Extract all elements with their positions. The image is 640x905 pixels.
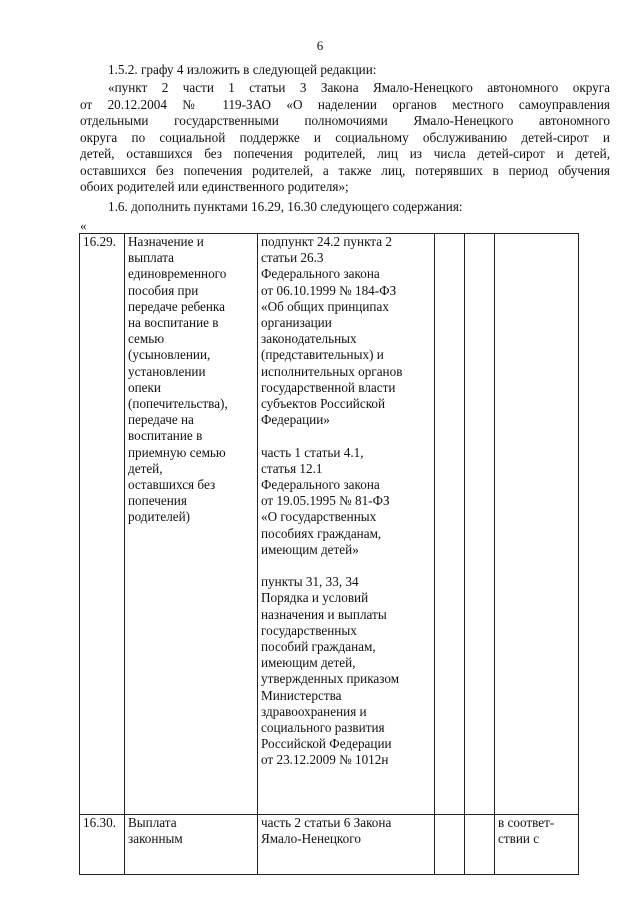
note-line: в соответ- [498,815,555,830]
block-gap [261,428,431,444]
row-number-cell [80,815,125,875]
legal-basis-line: государственной власти [261,379,396,395]
row-number-cell [80,234,125,815]
service-name-line: семью [128,331,165,347]
page-number: 6 [316,38,324,53]
legal-basis-line: от 23.12.2009 № 1012н [261,752,389,768]
service-name-line: (попечительства), [128,396,228,412]
legal-basis-line: организации [261,315,332,331]
legal-basis-line: социального развития [261,720,385,736]
service-name-line: передаче ребенка [128,298,225,314]
legal-basis-cell [258,234,435,815]
quoted-law-line: обоих родителей или единственного родителя»; [80,179,349,194]
service-name-line: приемную семью [128,444,226,460]
legal-basis-line: Порядка и условий [261,590,369,606]
quoted-law-line: отдельными государственными полномочиями Ямало-Ненецкого автономного [80,113,610,128]
empty-cell [465,815,495,875]
empty-cell [465,234,495,815]
legal-basis-line: «О государственных [261,509,377,525]
service-name-line: воспитание в [128,428,203,444]
legal-basis-line: «Об общих принципах [261,298,389,314]
paragraph-quoted-law [80,80,610,196]
legal-basis-line: от 06.10.1999 № 184-ФЗ [261,282,397,298]
document-table [79,233,579,875]
service-name-line: попечения [128,493,187,509]
quoted-law-line: детей, оставшихся без попечения родителей, лиц из числа детей-сирот и детей, [80,146,610,161]
legal-basis-line: пункты 31, 33, 34 [261,574,359,590]
service-name-line: установлении [128,363,206,379]
row-number: 16.29. [83,234,116,249]
service-name-line: родителей) [128,509,191,525]
legal-basis-line: государственных [261,622,357,638]
service-name-cell [125,234,258,815]
legal-basis-line: статья 12.1 [261,460,323,476]
service-name-line: опеки [128,379,161,395]
legal-basis-line: утвержденных приказом [261,671,400,687]
legal-basis-line: подпункт 24.2 пункта 2 [261,234,392,249]
block-gap [261,558,431,574]
legal-basis-line: (представительных) и [261,347,384,363]
legal-basis-line: назначения и выплаты [261,606,387,622]
quoted-law-line: «пункт 2 части 1 статьи 3 Закона Ямало-Ненецкого автономного округа [108,80,610,95]
service-name-line: Выплата [128,815,177,830]
service-name-line: Назначение и [128,234,204,249]
legal-basis-line: часть 2 статьи 6 Закона [261,815,392,830]
empty-cell [435,234,465,815]
legal-basis-line: Федерального закона [261,266,380,282]
legal-basis-line: пособиях гражданам, [261,525,382,541]
service-name-line: (усыновлении, [128,347,211,363]
legal-basis-line: исполнительных органов [261,363,403,379]
note-cell [495,815,579,875]
legal-basis-line: часть 1 статьи 4.1, [261,444,364,460]
legal-basis-cell [258,815,435,875]
legal-basis-line: Министерства [261,687,342,703]
service-name-line: передаче на [128,412,194,428]
table-row [80,234,579,815]
legal-basis-line: законодательных [261,331,357,347]
legal-basis-line: пособий гражданам, [261,639,376,655]
legal-basis-line: от 19.05.1995 № 81-ФЗ [261,493,390,509]
legal-basis-line: имеющим детей, [261,655,356,671]
service-name-line: на воспитание в [128,315,219,331]
opening-quote: « [80,218,87,233]
paragraph-1-6: 1.6. дополнить пунктами 16.29, 16.30 следующего содержания: [108,199,463,214]
quoted-law-line: оставшихся без попечения родителей, а также лиц, потерявших в период обучения [80,162,610,178]
table-row [80,815,579,875]
quoted-law-line: от 20.12.2004 № 119-ЗАО «О наделении органов местного самоуправления [80,96,610,112]
note-line: ствии с [498,831,540,847]
legal-basis-line: статьи 26.3 [261,250,324,266]
legal-basis-line: Ямало-Ненецкого [261,831,361,847]
legal-basis-line: Федерального закона [261,477,380,493]
empty-cell [435,815,465,875]
service-name-line: законным [128,831,183,847]
legal-basis-line: имеющим детей» [261,541,359,557]
legal-basis-line: здравоохранения и [261,703,367,719]
empty-cell [495,234,579,815]
legal-basis-line: субъектов Российской [261,396,386,412]
service-name-line: пособия при [128,282,199,298]
quoted-law-line: округа по социальной поддержке и социальному обслуживанию детей-сирот и [80,129,610,145]
legal-basis-line: Федерации» [261,412,330,428]
service-name-line: единовременного [128,266,227,282]
service-name-line: оставшихся без [128,477,216,493]
row-number: 16.30. [83,815,116,830]
service-name-line: детей, [128,460,163,476]
service-name-cell [125,815,258,875]
legal-basis-line: Российской Федерации [261,736,392,752]
paragraph-1-5-2: 1.5.2. графу 4 изложить в следующей редакции: [108,62,377,77]
service-name-line: выплата [128,250,175,266]
